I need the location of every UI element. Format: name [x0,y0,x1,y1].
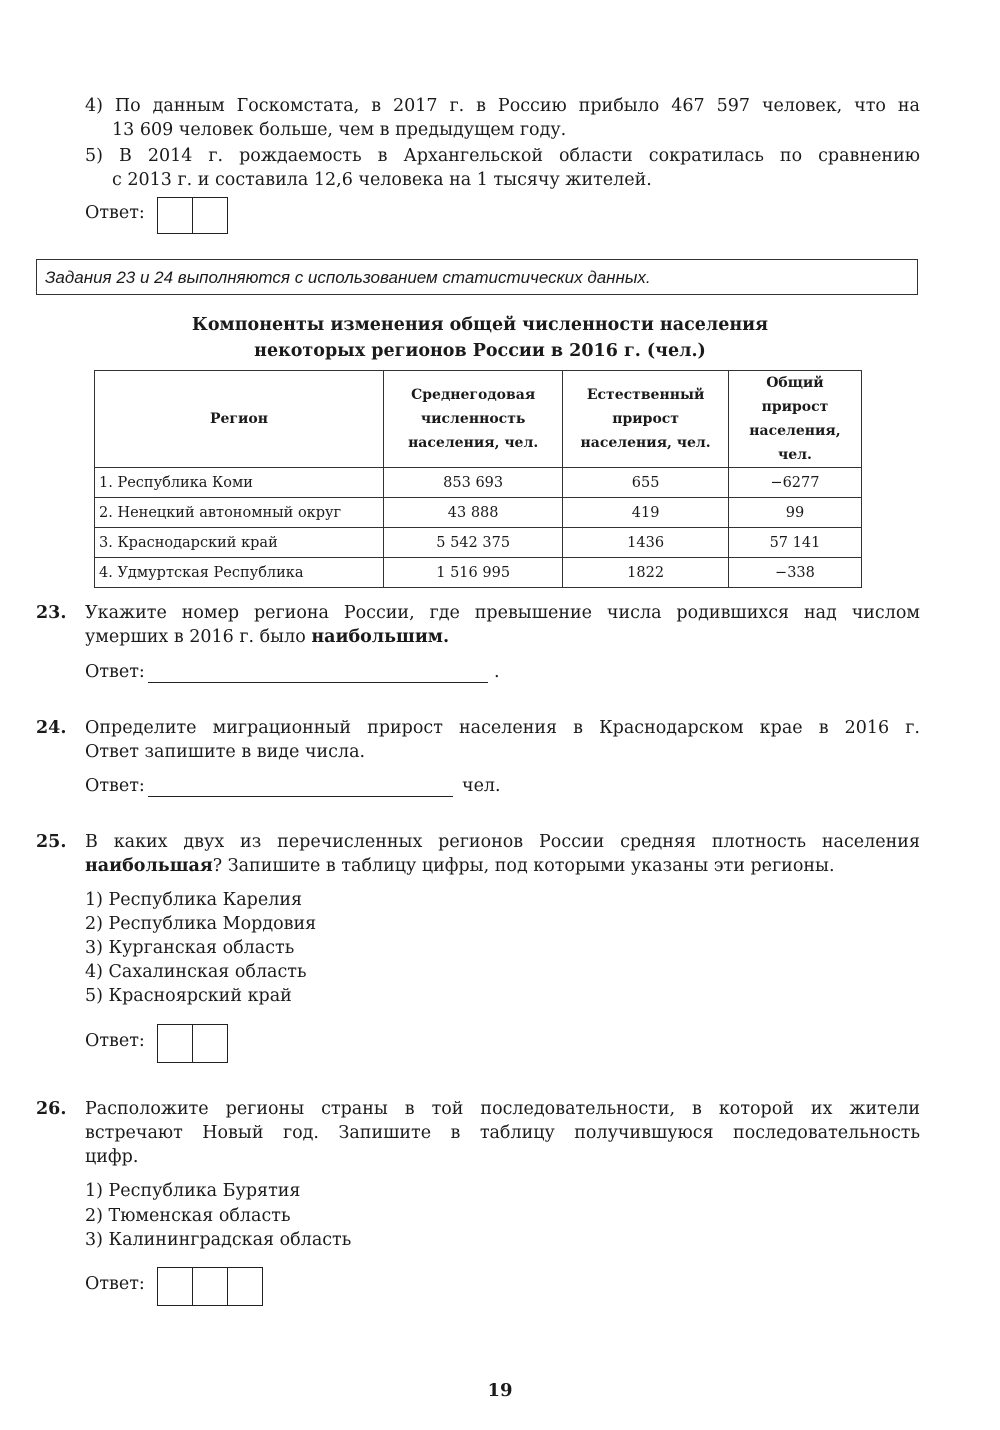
answer-suffix: . [494,662,500,682]
table-row [95,468,862,498]
answer-label: Ответ: [85,1031,145,1051]
prev-item-4-line1: 4) По данным Госкомстата, в 2017 г. в Россию прибыло 467 597 человек, что на [85,96,920,116]
table-title-line2: некоторых регионов России в 2016 г. (чел.) [254,341,706,361]
answer-label: Ответ: [85,776,145,796]
answer-suffix: чел. [462,776,501,796]
question-23-number: 23. [36,603,67,623]
statistics-table [94,370,862,588]
option: 1) Республика Карелия [85,890,303,910]
question-26-line2: встречают Новый год. Запишите в таблицу получившуюся последовательность [85,1123,920,1143]
cell: 5 542 375 [384,528,563,558]
table-title-line1: Компоненты изменения общей численности населения [191,315,769,335]
cell: 1 516 995 [384,558,563,588]
task-banner: Задания 23 и 24 выполняются с использованием статистических данных. [36,259,918,295]
answer-label: Ответ: [85,203,145,223]
cell: 1436 [563,528,729,558]
prev-item-5-line2: с 2013 г. и составила 12,6 человека на 1 тысячу жителей. [112,170,652,190]
question-26-line1: Расположите регионы страны в той последовательности, в которой их жители [85,1099,920,1119]
prev-item-5-line1: 5) В 2014 г. рождаемость в Архангельской области сократилась по сравнению [85,146,920,166]
question-24-number: 24. [36,718,67,738]
option: 4) Сахалинская область [85,962,307,982]
question-26-line3: цифр. [85,1147,139,1167]
page-number: 19 [487,1380,513,1401]
text: ? Запишите в таблицу цифры, под которыми указаны эти регионы. [212,856,835,876]
option: 3) Калининградская область [85,1230,352,1250]
cell: 3. Краснодарский край [95,528,384,558]
header-total-growth: Общий прирост населения, чел. [728,371,861,468]
cell: 419 [563,498,729,528]
answer-box-26[interactable] [157,1267,263,1306]
question-26-number: 26. [36,1099,67,1119]
question-24-line1: Определите миграционный прирост населения в Краснодарском крае в 2016 г. [85,718,920,738]
header-population: Среднегодовая численность населения, чел. [384,371,563,468]
table-row [95,558,862,588]
table-title [90,312,870,364]
question-23-line1: Укажите номер региона России, где превышение числа родившихся над числом [85,603,920,623]
option: 3) Курганская область [85,938,295,958]
cell: 1822 [563,558,729,588]
answer-label: Ответ: [85,1274,145,1294]
bold-text: наибольшим. [311,627,450,647]
header-natural-growth: Естественный прирост населения, чел. [563,371,729,468]
table-header-row [95,371,862,468]
question-24-line2: Ответ запишите в виде числа. [85,742,366,762]
question-25-line1: В каких двух из перечисленных регионов России средняя плотность населения [85,832,920,852]
question-25-line2 [85,856,835,876]
cell: 2. Ненецкий автономный округ [95,498,384,528]
option: 1) Республика Бурятия [85,1181,301,1201]
cell: 655 [563,468,729,498]
cell: 4. Удмуртская Республика [95,558,384,588]
answer-field-23[interactable] [148,682,488,683]
cell: −6277 [728,468,861,498]
question-25-number: 25. [36,832,67,852]
cell: 43 888 [384,498,563,528]
option: 2) Тюменская область [85,1206,291,1226]
cell: 853 693 [384,468,563,498]
option: 5) Красноярский край [85,986,292,1006]
prev-item-4-line2: 13 609 человек больше, чем в предыдущем году. [112,120,567,140]
answer-field-24[interactable] [148,796,453,797]
text: умерших в 2016 г. было [85,627,312,647]
answer-box-prev[interactable] [157,197,228,234]
table-row [95,528,862,558]
header-region: Регион [95,371,384,468]
answer-label: Ответ: [85,662,145,682]
bold-text: наибольшая [85,856,213,876]
cell: 99 [728,498,861,528]
table-row [95,498,862,528]
cell: −338 [728,558,861,588]
cell: 57 141 [728,528,861,558]
cell: 1. Республика Коми [95,468,384,498]
answer-box-25[interactable] [157,1024,228,1063]
option: 2) Республика Мордовия [85,914,317,934]
question-23-line2 [85,627,449,647]
